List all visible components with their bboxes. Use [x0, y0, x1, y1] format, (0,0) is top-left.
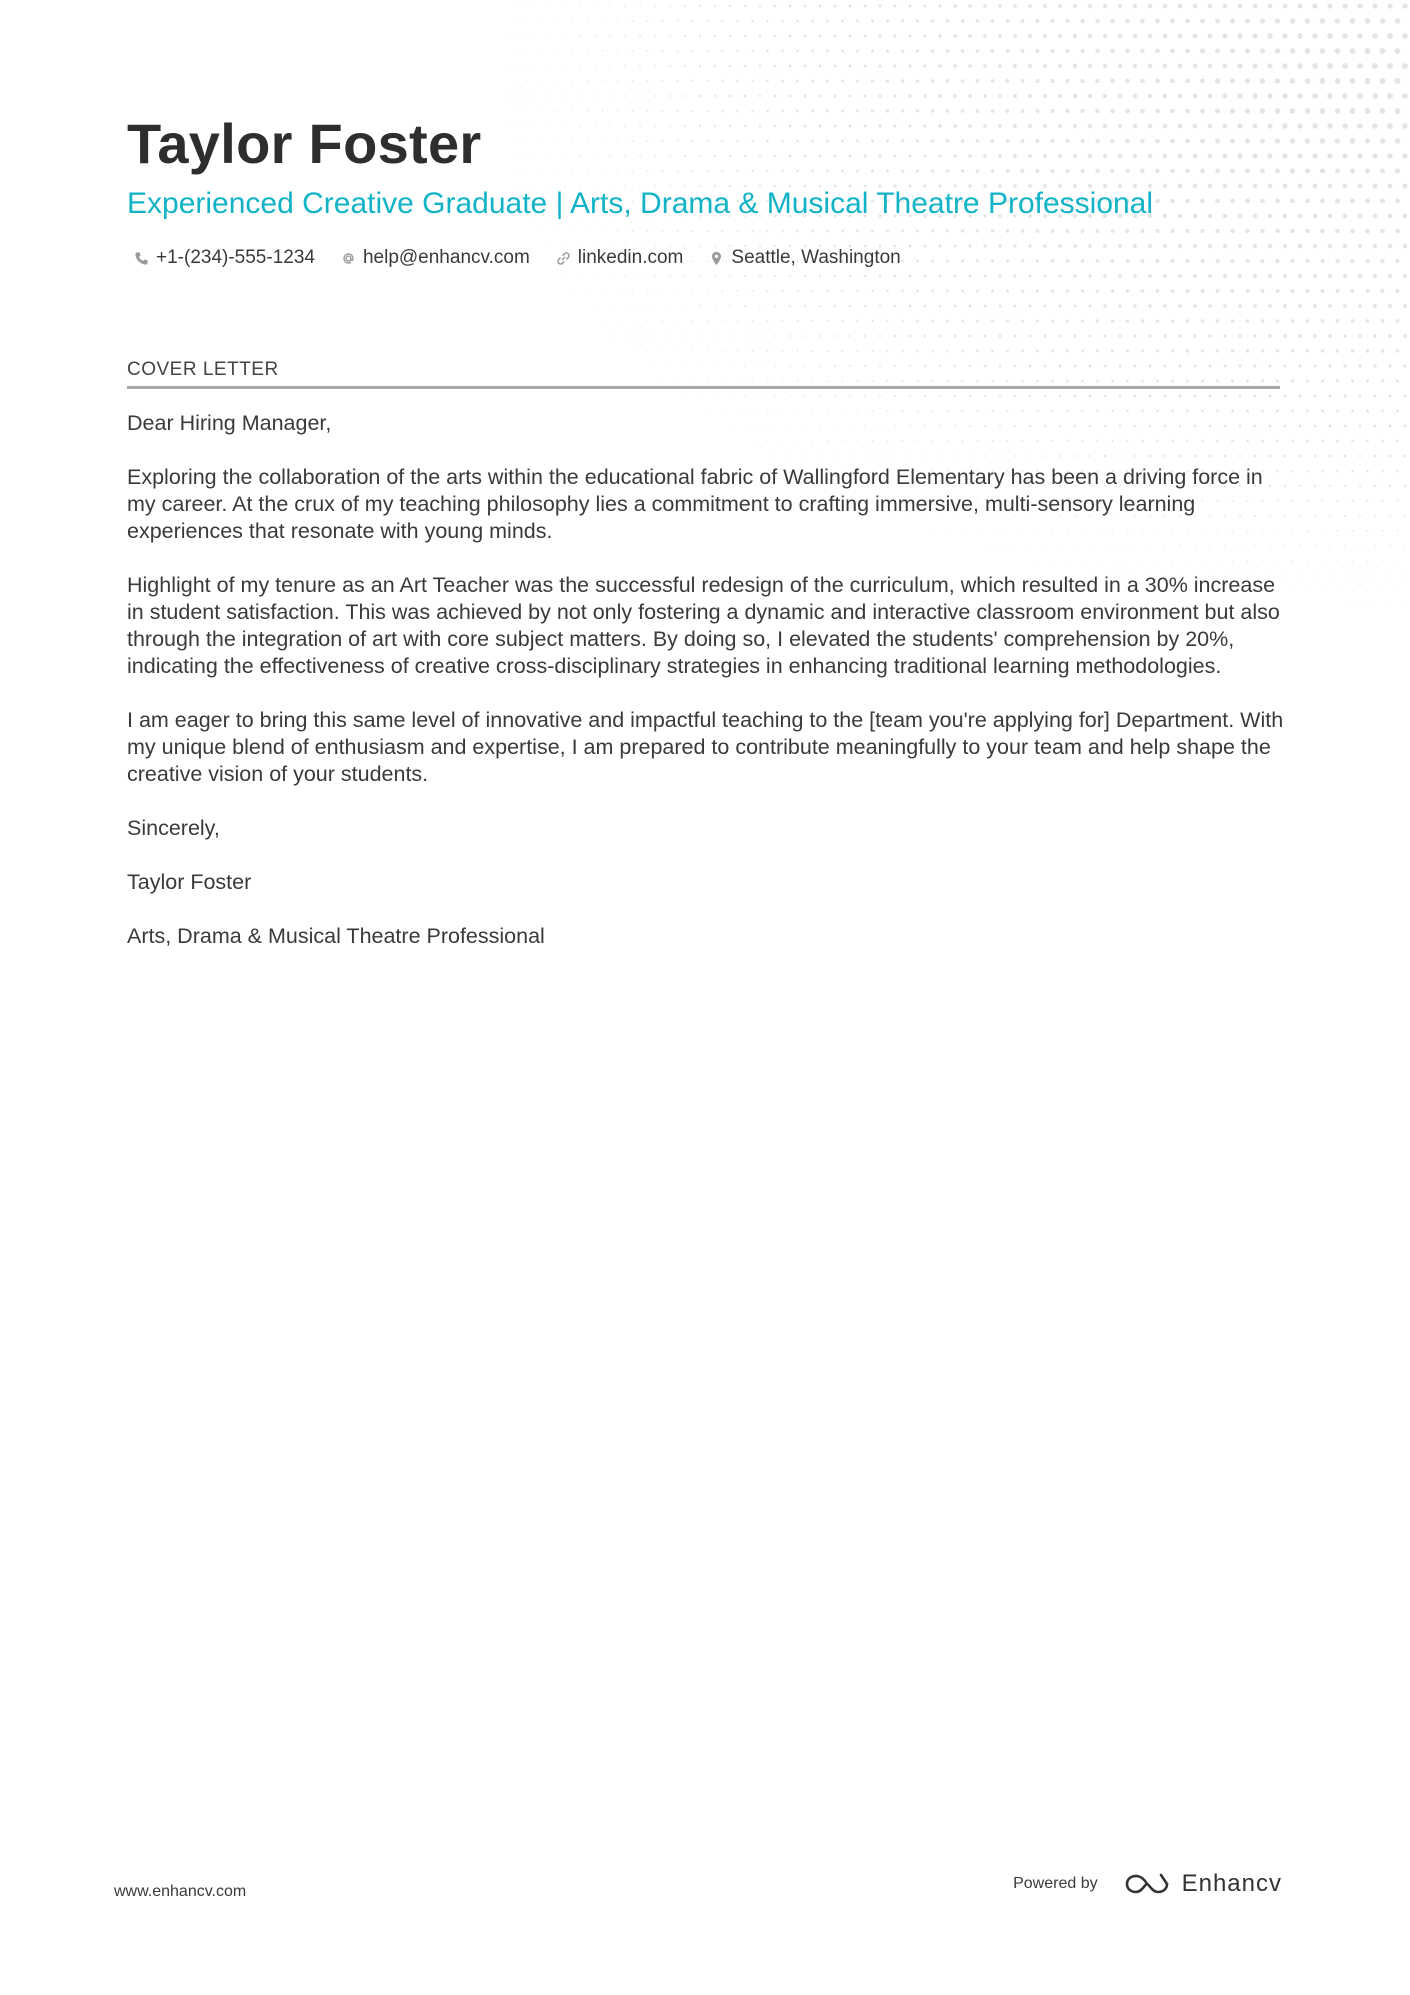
candidate-name: Taylor Foster — [127, 112, 482, 175]
contact-linkedin[interactable] — [556, 244, 684, 272]
enhancv-logo-icon — [1124, 1871, 1170, 1897]
letter-salutation: Dear Hiring Manager, — [127, 411, 332, 435]
contact-location-text: Seattle, Washington — [731, 247, 901, 268]
letter-paragraph-2: Highlight of my tenure as an Art Teacher was the successful redesign of the curriculum, which resulted in a 30% increase in student satisfaction. This was achieved by not only fostering a dynamic and interactive classroom environment but also through the integration of art with core subject matters. By doing so, I elevated the students' comprehension by 20%, indicating the effectiveness of creative cross-disciplinary strategies in enhancing traditional learning methodologies. — [127, 573, 1280, 678]
letter-paragraph-3: I am eager to bring this same level of innovative and impactful teaching to the [team you're applying for] Department. With my unique blend of enthusiasm and expertise, I am prepared to contribute meaningfully to your team and help shape the creative vision of your students. — [127, 708, 1284, 786]
letter-signature-title: Arts, Drama & Musical Theatre Professional — [127, 924, 545, 948]
contact-linkedin-text: linkedin.com — [577, 247, 684, 268]
contact-info — [134, 244, 927, 272]
letter-body — [127, 410, 1287, 977]
phone-icon — [134, 251, 149, 266]
footer-branding — [1013, 1870, 1282, 1898]
at-icon — [341, 251, 356, 266]
contact-phone — [134, 244, 315, 272]
contact-phone-text: +1-(234)-555-1234 — [156, 247, 315, 268]
letter-closing: Sincerely, — [127, 816, 220, 840]
location-icon — [709, 251, 724, 266]
contact-location — [709, 244, 900, 272]
letter-signature-name: Taylor Foster — [127, 870, 252, 894]
section-title-cover-letter: COVER LETTER — [127, 356, 1280, 389]
contact-email[interactable] — [341, 244, 530, 272]
contact-email-text: help@enhancv.com — [362, 247, 530, 268]
enhancv-brand-name: Enhancv — [1181, 1870, 1282, 1897]
footer-website-link[interactable]: www.enhancv.com — [114, 1883, 247, 1900]
link-icon — [556, 251, 571, 266]
letter-paragraph-1: Exploring the collaboration of the arts within the educational fabric of Wallingford Elementary has been a driving force in my career. At the crux of my teaching philosophy lies a commitment to crafting immersive, multi-sensory learning experiences that resonate with young minds. — [127, 465, 1263, 543]
candidate-headline: Experienced Creative Graduate | Arts, Drama & Musical Theatre Professional — [127, 187, 1154, 220]
powered-by-label: Powered by — [1013, 1875, 1098, 1892]
